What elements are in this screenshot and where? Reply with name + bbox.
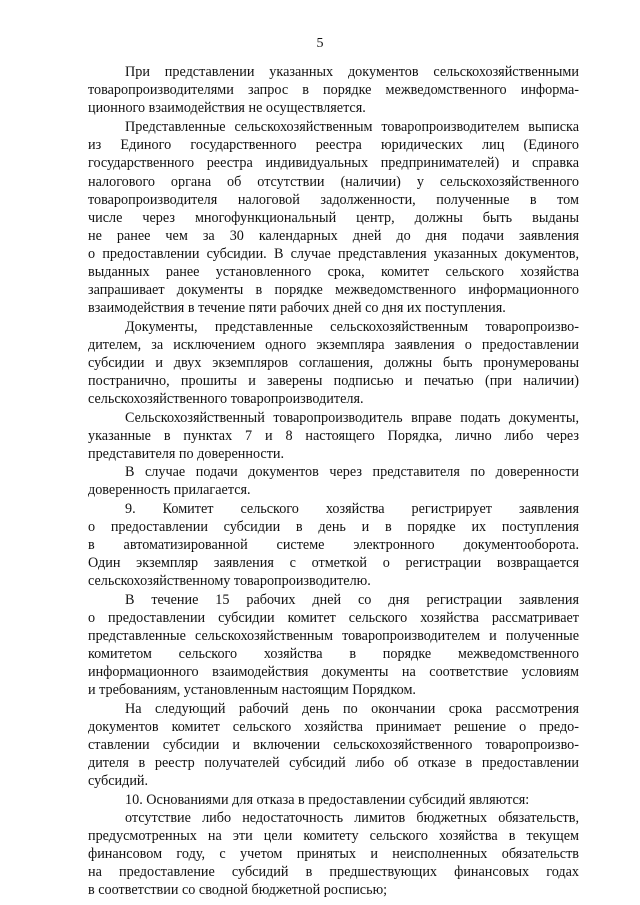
text-line: товаропроизводителя налоговой задолженности, полученные в том (88, 192, 579, 208)
text-line: о предоставлении субсидии. В случае представления указанных документов, (88, 246, 579, 262)
text-line: дителя в реестр получателей субсидий либо об отказе в предоставлении (88, 755, 579, 771)
text-line: постранично, прошиты и заверены подписью и печатью (при наличии) (88, 373, 579, 389)
text-line: При представлении указанных документов сельскохозяйственными (125, 64, 579, 80)
text-line: субсидий. (88, 773, 149, 789)
text-line: в автоматизированной системе электронного документооборота. (88, 537, 579, 553)
text-line: сельскохозяйственному товаропроизводителю. (88, 573, 371, 589)
text-line: в соответствии со сводной бюджетной росписью; (88, 882, 388, 898)
text-line: из Единого государственного реестра юридических лиц (Единого (88, 137, 579, 153)
text-line: На следующий рабочий день по окончании срока рассмотрения (125, 701, 579, 717)
text-line: не ранее чем за 30 календарных дней до дня подачи заявления (88, 228, 579, 244)
text-line: налогового органа об отсутствии (наличии) у сельскохозяйственного (88, 174, 579, 190)
page-number: 5 (316, 36, 324, 51)
text-line: представленные сельскохозяйственным товаропроизводителем и полученные (88, 628, 579, 644)
text-line: предусмотренных на эти цели комитету сельского хозяйства в текущем (88, 828, 579, 844)
text-line: документов комитет сельского хозяйства принимает решение о предо- (88, 719, 579, 735)
text-line: товаропроизводителями запрос в порядке межведомственного информа- (88, 82, 579, 98)
text-line: субсидии и двух экземпляров соглашения, должны быть пронумерованы (88, 355, 579, 371)
text-line: государственного реестра индивидуальных предпринимателей) и справка (88, 155, 579, 171)
text-line: ционного взаимодействия не осуществляется. (88, 100, 366, 116)
text-line: доверенность прилагается. (88, 482, 251, 498)
text-line: дителем, за исключением одного экземпляра заявления о предоставлении (88, 337, 579, 353)
text-line: сельскохозяйственного товаропроизводителя. (88, 391, 364, 407)
text-line: о предоставлении субсидии комитет сельского хозяйства рассматривает (88, 610, 579, 626)
text-line: о предоставлении субсидии в день и в порядке их поступления (88, 519, 579, 535)
text-line: Один экземпляр заявления с отметкой о регистрации возвращается (88, 555, 579, 571)
text-line: Представленные сельскохозяйственным товаропроизводителем выписка (125, 119, 579, 135)
text-line: на предоставление субсидий в предшествующих финансовых годах (88, 864, 579, 880)
text-line: ставлении субсидии и включении сельскохозяйственного товаропроизво- (88, 737, 579, 753)
text-line: комитетом сельского хозяйства в порядке межведомственного (88, 646, 579, 662)
text-line: финансовом году, с учетом принятых и неисполненных обязательств (88, 846, 579, 862)
text-line: числе через многофункциональный центр, должны быть выданы (88, 210, 579, 226)
text-line: запрашивает документы в порядке межведомственного информационного (88, 282, 579, 298)
text-line: Сельскохозяйственный товаропроизводитель вправе подать документы, (125, 410, 579, 426)
text-line: Документы, представленные сельскохозяйственным товаропроизво- (125, 319, 579, 335)
text-line: 10. Основаниями для отказа в предоставлении субсидий являются: (125, 792, 530, 808)
text-line: В случае подачи документов через представителя по доверенности (125, 464, 579, 480)
text-line: и требованиям, установленным настоящим Порядком. (88, 682, 416, 698)
text-line: информационного взаимодействия документы на соответствие условиям (88, 664, 579, 680)
text-line: взаимодействия в течение пяти рабочих дней со дня их поступления. (88, 300, 506, 316)
text-line: выданных ранее установленного срока, комитет сельского хозяйства (88, 264, 579, 280)
text-line: представителя по доверенности. (88, 446, 285, 462)
text-line: 9. Комитет сельского хозяйства регистрирует заявления (125, 501, 579, 517)
text-line: указанные в пунктах 7 и 8 настоящего Порядка, лично либо через (88, 428, 579, 444)
text-line: отсутствие либо недостаточность лимитов бюджетных обязательств, (125, 810, 579, 826)
text-line: В течение 15 рабочих дней со дня регистрации заявления (125, 592, 579, 608)
